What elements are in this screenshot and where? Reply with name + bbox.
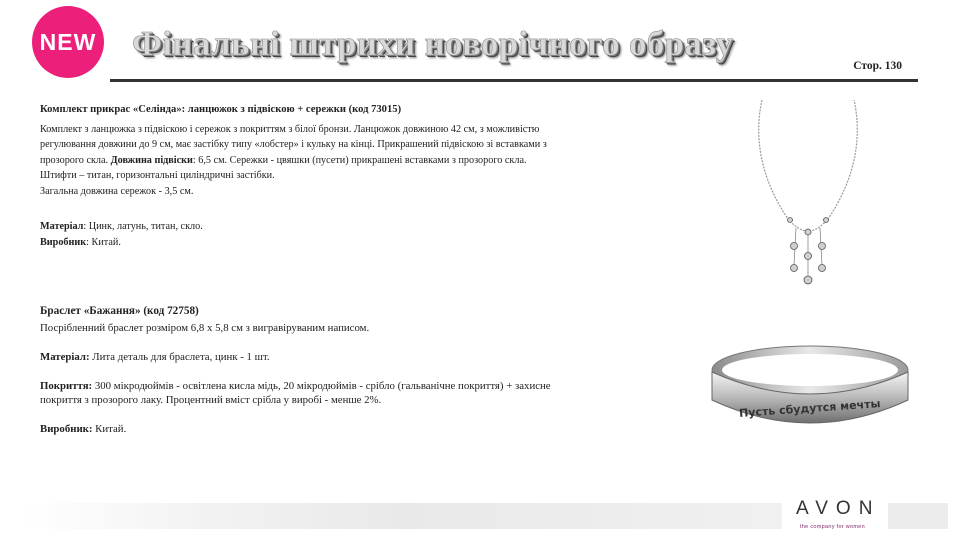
maker-label: Виробник [40,236,87,248]
footer-band [20,503,782,529]
maker-value: : Китай. [86,236,121,248]
product-selinda-title: Комплект прикрас «Селінда»: ланцюжок з підвіскою + сережки (код 73015) [40,104,402,115]
avon-tagline: the company for women [800,524,865,530]
material-value: Лита деталь для браслета, цинк - 1 шт. [89,351,270,363]
product-bazhannia-desc: Посрібленний браслет розміром 6,8 х 5,8 см з вигравіруваним написом. [40,322,370,334]
product-selinda-desc-1: Комплект з ланцюжка з підвіскою і сережок з покриттям з білої бронзи. Ланцюжок довжиною 42 см, з можливістю [40,123,540,135]
product-bazhannia-maker [40,422,660,436]
product-selinda-desc-3 [40,153,660,169]
product-selinda-desc-2: регулювання довжини до 9 см, має застібку типу «лобстер» і кульку на кінці. Прикрашений підвіскою зі вставками з [40,139,547,150]
bracelet-image [706,336,914,440]
spacer [40,364,660,379]
header-rule [110,79,918,82]
page-title: Фінальні штрихи новорічного образу [132,24,734,63]
desc-3-end: : 6,5 см. Сережки - цвяшки (пусети) прикрашені вставками з прозорого скла. [192,154,527,166]
pendant-length-label: Довжина підвіски [110,154,193,166]
spacer [40,209,660,219]
new-badge [32,6,104,78]
new-badge-text: NEW [39,28,97,55]
maker-label: Виробник: [40,423,93,435]
necklace-image [738,96,878,296]
earring-length: Загальна довжина сережок - 3,5 см. [40,185,194,197]
product-bazhannia-title: Браслет «Бажання» (код 72758) [40,305,199,317]
desc-3-start: прозорого скла. [40,154,111,166]
product-bazhannia-material [40,350,660,364]
product-bazhannia-coating [40,379,660,393]
material-label: Матеріал: [40,351,90,363]
product-bazhannia-coating-2: покриття з прозорого лаку. Процентний вміст срібла у виробі - менше 2%. [40,394,382,406]
page-number: Стор. 130 [853,60,902,72]
product-bazhannia [40,304,660,436]
product-selinda-material [40,219,660,235]
spacer [40,199,660,209]
product-selinda-desc-4: Штифти – титан, горизонтальні циліндричні застібки. [40,170,275,181]
maker-value: Китай. [92,423,127,435]
spacer [40,407,660,422]
material-value: : Цинк, латунь, титан, скло. [83,221,203,232]
coating-label: Покриття: [40,380,93,392]
product-selinda-maker [40,235,660,251]
spacer [40,335,660,350]
product-selinda [40,102,660,250]
coating-line-1: 300 мікродюймів - освітлена кисла мідь, 20 мікродюймів - срібло (гальванічне покриття) + захисне [92,380,551,392]
material-label: Матеріал [40,221,84,232]
avon-logo: AVON [796,498,881,519]
footer-band-right [888,503,948,529]
bracelet-engraving: Пусть сбудутся мечты [738,397,881,420]
